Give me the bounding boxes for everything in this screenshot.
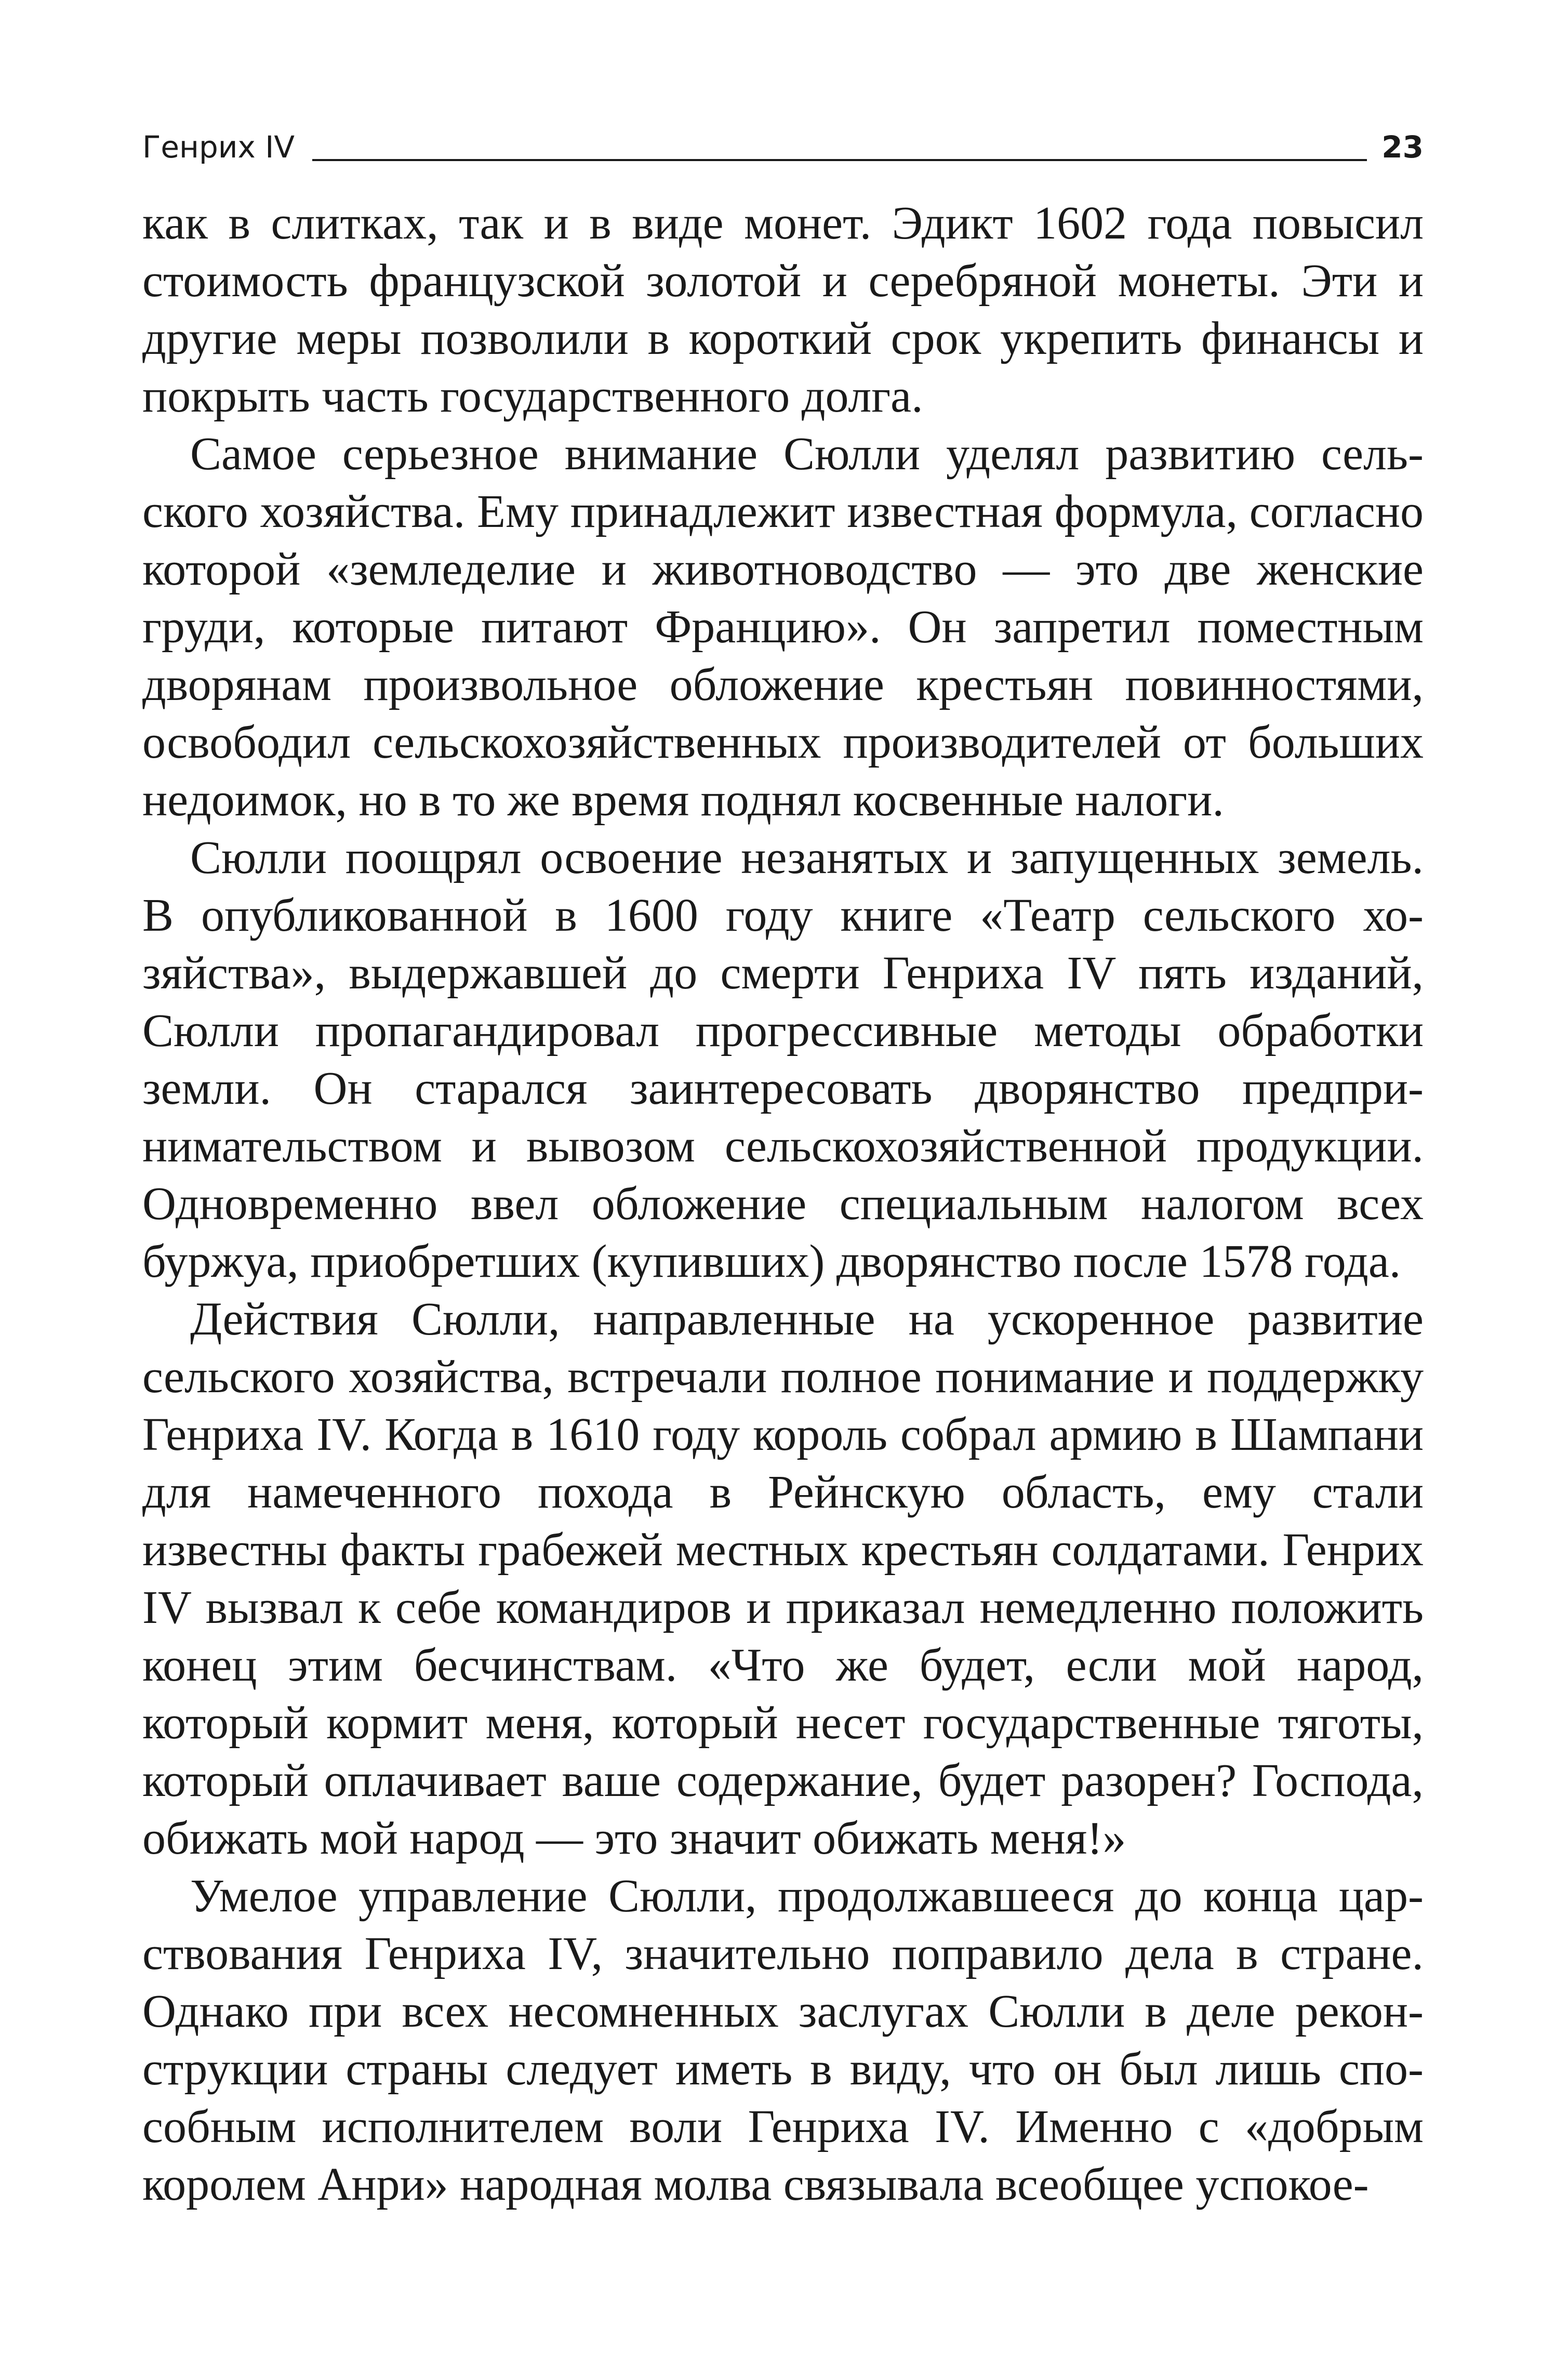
- page-number: 23: [1381, 129, 1424, 165]
- paragraph: Сюлли поощрял освоение незанятых и запущенных земель. В опубликованной в 1600 году книге «Театр сельского хозяйства», выдержавшей до смерти Генриха IV пять изданий, Сюлли пропагандировал прогрессивные методы обработки земли. Он старался заинтересовать дворянство предпринимательством и вывозом сельскохозяйственной продукции. Одновременно ввел обложение специальным налогом всех буржуа, приобретших (купивших) дворянство после 1578 года.: [142, 832, 1424, 1287]
- paragraph: Умелое управление Сюлли, продолжавшееся до конца царствования Генриха IV, значительно поправило дела в стране. Однако при всех несомненных заслугах Сюлли в деле реконструкции страны следует иметь в виду, что он был лишь способным исполнителем воли Генриха IV. Именно с «добрым королем Анри» народная молва связывала всеобщее успокое-: [142, 1870, 1424, 2210]
- book-page: [142, 123, 1424, 2357]
- running-header: [142, 123, 1424, 164]
- paragraph: Самое серьезное внимание Сюлли уделял развитию сельского хозяйства. Ему принадлежит известная формула, согласно которой «земледелие и животноводство — это две женские груди, которые питают Францию». Он запретил поместным дворянам произвольное обложение крестьян повинностями, освободил сельскохозяйственных производителей от больших недоимок, но в то же время поднял косвенные налоги.: [142, 428, 1424, 826]
- header-rule: [312, 159, 1367, 161]
- running-title: Генрих IV: [142, 129, 295, 165]
- paragraph-continuation: как в слитках, так и в виде монет. Эдикт 1602 года повысил стоимость французской золотой и серебряной монеты. Эти и другие меры позволили в короткий срок укрепить финансы и покрыть часть государственного долга.: [142, 197, 1424, 422]
- body-text: [142, 194, 1424, 2213]
- paragraph: Действия Сюлли, направленные на ускоренное развитие сельского хозяйства, встречали полное понимание и поддержку Генриха IV. Когда в 1610 году король собрал армию в Шампани для намеченного похода в Рейнскую область, ему стали известны факты грабежей местных крестьян солдатами. Генрих IV вызвал к себе командиров и приказал немедленно положить конец этим бесчинствам. «Что же будет, если мой народ, который кормит меня, который несет государственные тяготы, который оплачивает ваше содержание, будет разорен? Господа, обижать мой народ — это значит обижать меня!»: [142, 1293, 1424, 1864]
